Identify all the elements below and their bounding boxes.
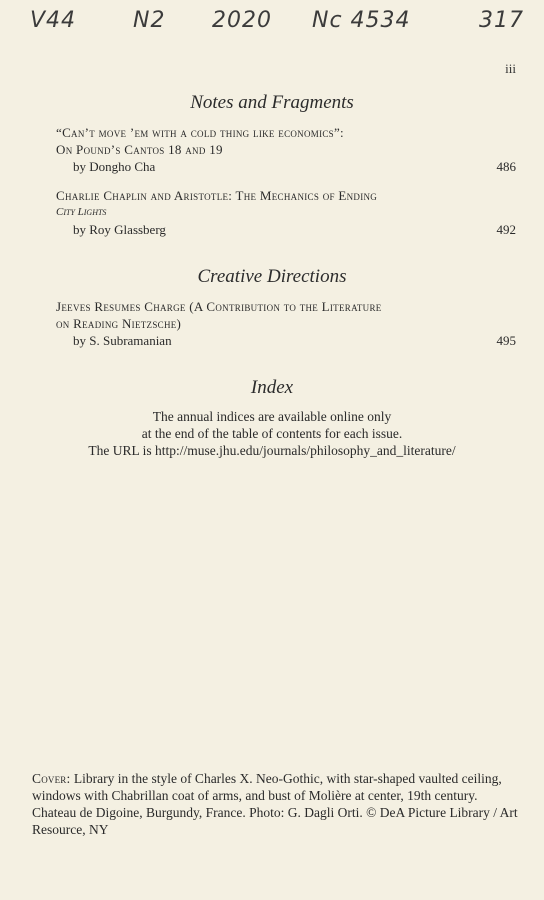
- entry-byline: [56, 221, 516, 238]
- section-title-creative: Creative Directions: [197, 266, 347, 287]
- handwritten-year: 2020: [212, 8, 272, 33]
- entry-page-number: 492: [496, 222, 516, 237]
- entry-author: by S. Subramanian: [73, 333, 172, 348]
- entry-title-line: “Can’t move ’em with a cold thing like economics”:: [56, 125, 344, 140]
- entry-author: by Dongho Cha: [73, 159, 156, 174]
- entry-title-line: Charlie Chaplin and Aristotle: The Mechanics of Ending: [56, 188, 378, 203]
- handwritten-catalog-number: Nc 4534: [312, 8, 411, 33]
- entry-byline: [56, 158, 516, 175]
- index-url-line: The URL is http://muse.jhu.edu/journals/philosophy_and_literature/: [88, 443, 456, 458]
- entry-title-line: On Pound’s Cantos 18 and 19: [56, 142, 223, 157]
- page-number-roman: iii: [505, 61, 516, 76]
- handwritten-volume: V44: [30, 8, 77, 33]
- handwritten-number: N2: [133, 8, 166, 33]
- entry-title-line: Jeeves Resumes Charge (A Contribution to the Literature: [56, 299, 382, 314]
- handwritten-annotation: [30, 8, 524, 42]
- handwritten-page-number: 317: [479, 8, 524, 33]
- index-note: [0, 408, 544, 459]
- entry-title-line: on Reading Nietzsche): [56, 316, 182, 331]
- toc-entry-glassberg: [56, 187, 516, 238]
- entry-byline: [56, 332, 516, 349]
- entry-subtitle: City Lights: [56, 206, 107, 218]
- cover-label: Cover:: [32, 771, 71, 786]
- index-line: at the end of the table of contents for each issue.: [141, 426, 403, 441]
- section-title-index: Index: [250, 377, 294, 398]
- entry-author: by Roy Glassberg: [73, 222, 166, 237]
- section-title-notes: Notes and Fragments: [190, 92, 354, 113]
- entry-page-number: 486: [496, 159, 516, 174]
- cover-credit: [32, 770, 520, 838]
- cover-text: Library in the style of Charles X. Neo-Gothic, with star-shaped vaulted ceiling, windows with Chabrillan coat of arms, and bust of Molière at center, 19th century. Chateau de Digoine, Burgundy, France. Photo: G. Dagli Orti. © DeA Picture Library / Art Resource, NY: [32, 771, 518, 837]
- toc-entry-cha: [56, 124, 516, 175]
- index-line: The annual indices are available online only: [152, 409, 392, 424]
- toc-entry-subramanian: [56, 298, 516, 349]
- entry-page-number: 495: [496, 333, 516, 348]
